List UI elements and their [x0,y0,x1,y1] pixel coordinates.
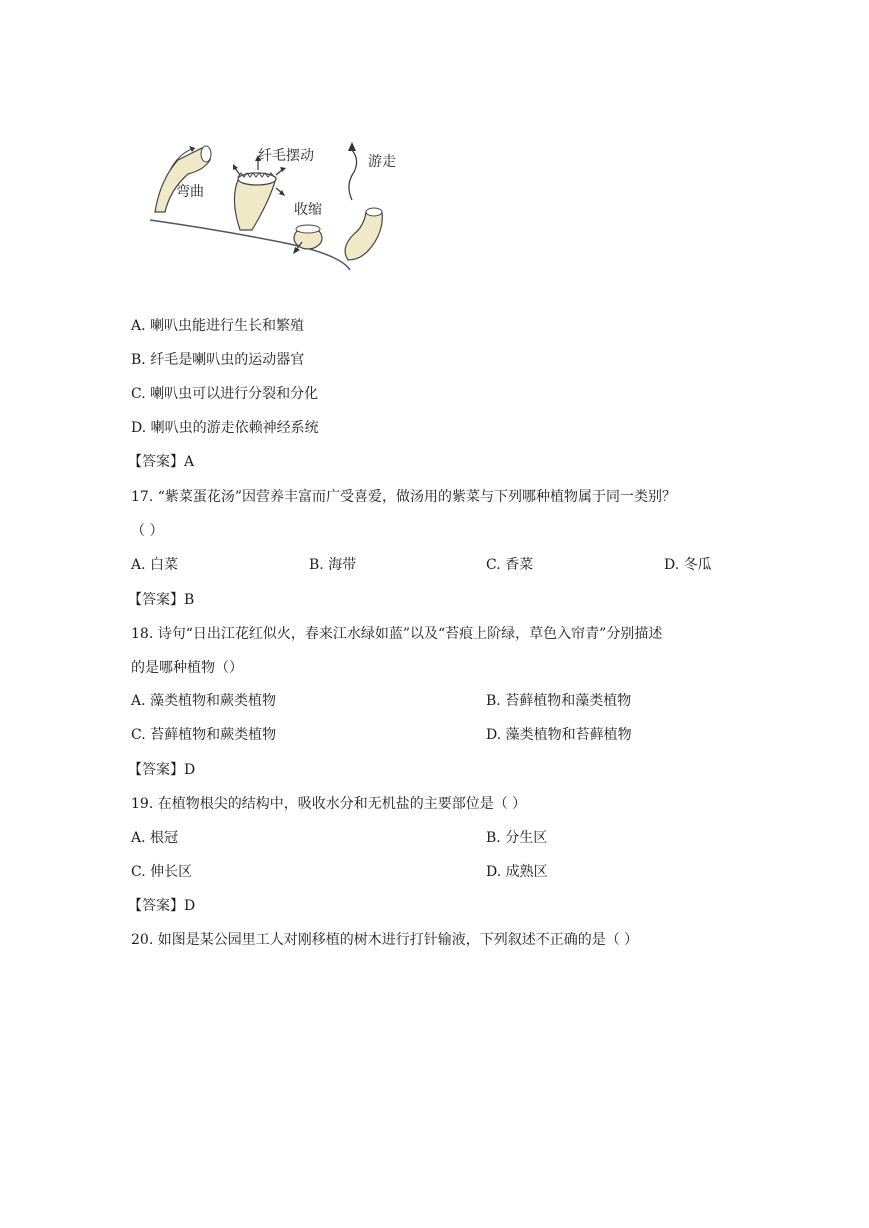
q19-option-b: B. 分生区 [486,830,548,846]
q19-option-a: A. 根冠 [131,830,179,846]
q17-option-d: D. 冬瓜 [664,557,712,573]
stentor-figure [140,130,420,280]
q16-option-c: C. 喇叭虫可以进行分裂和分化 [131,386,319,402]
q18-option-c: C. 苔藓植物和蕨类植物 [131,727,277,743]
q18-stem-line2: 的是哪种植物（） [131,660,243,676]
q16-option-d: D. 喇叭虫的游走依赖神经系统 [131,420,319,436]
label-cilia: 纤毛摆动 [258,148,314,164]
label-swim: 游走 [368,154,396,170]
q19-stem: 19. 在植物根尖的结构中，吸收水分和无机盐的主要部位是（ ） [131,796,527,812]
label-contract: 收缩 [294,202,322,218]
q17-option-b: B. 海带 [309,557,357,573]
q17-option-c: C. 香菜 [486,557,534,573]
q18-answer: 【答案】D [128,762,196,778]
q18-option-d: D. 藻类植物和苔藓植物 [486,727,632,743]
q19-option-d: D. 成熟区 [486,864,548,880]
label-bend: 弯曲 [176,184,204,200]
q16-option-b: B. 纤毛是喇叭虫的运动器官 [131,352,305,368]
q17-stem-line1: 17. “紫菜蛋花汤”因营养丰富而广受喜爱，做汤用的紫菜与下列哪种植物属于同一类别？ [131,489,677,505]
q18-option-a: A. 藻类植物和蕨类植物 [131,693,277,709]
q18-stem-line1: 18. 诗句“日出江花红似火，春来江水绿如蓝”以及“苔痕上阶绿，草色入帘青”分别描述 [131,626,663,642]
q20-stem: 20. 如图是某公园里工人对刚移植的树木进行打针输液，下列叙述不正确的是（ ） [131,932,639,948]
q17-stem-line2: （ ） [131,523,164,539]
q17-option-a: A. 白菜 [131,557,179,573]
q16-option-a: A. 喇叭虫能进行生长和繁殖 [131,318,305,334]
q19-answer: 【答案】D [128,898,196,914]
q17-answer: 【答案】B [128,592,195,608]
q18-option-b: B. 苔藓植物和藻类植物 [486,693,632,709]
q19-option-c: C. 伸长区 [131,864,193,880]
q16-answer: 【答案】A [128,454,195,470]
